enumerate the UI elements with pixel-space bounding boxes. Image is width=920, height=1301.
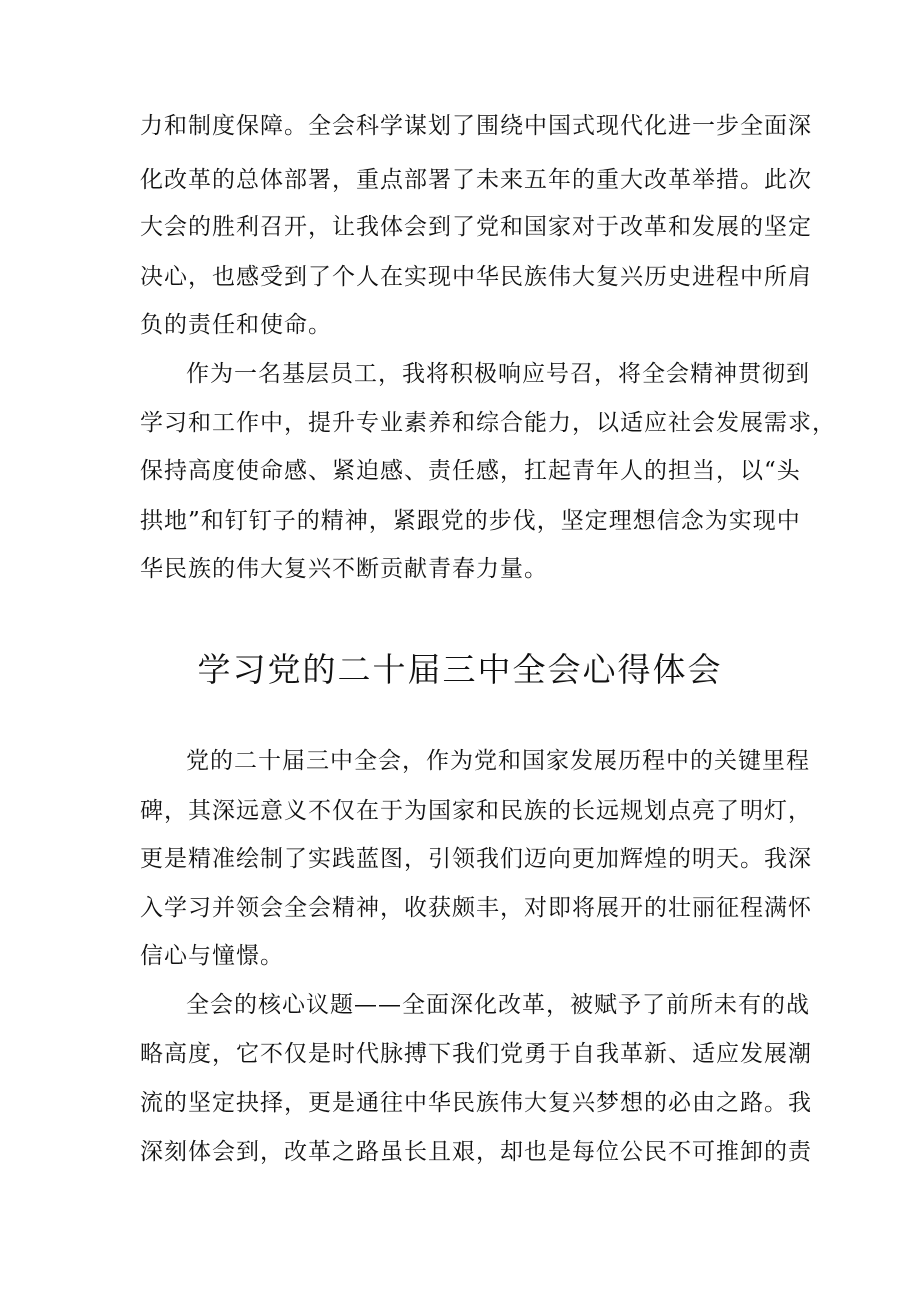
text-line: 深刻体会到，改革之路虽长且艰，却也是每位公民不可推卸的责: [140, 1139, 812, 1165]
text-line: 流的坚定抉择，更是通往中华民族伟大复兴梦想的必由之路。我: [140, 1090, 812, 1116]
text-line: 略高度，它不仅是时代脉搏下我们党勇于自我革新、适应发展潮: [140, 1041, 812, 1067]
page-title: 学习党的二十届三中全会心得体会: [197, 650, 723, 689]
text-line: 更是精准绘制了实践蓝图，引领我们迈向更加辉煌的明天。我深: [140, 846, 812, 872]
text-line: 决心，也感受到了个人在实现中华民族伟大复兴历史进程中所肩: [140, 264, 812, 290]
text-line: 全会的核心议题——全面深化改革，被赋予了前所未有的战: [186, 992, 810, 1018]
text-line: 信心与憧憬。: [140, 943, 284, 969]
text-line: 保持高度使命感、紧迫感、责任感，扛起青年人的担当，以“头: [140, 458, 801, 484]
text-line: 力和制度保障。全会科学谋划了围绕中国式现代化进一步全面深: [140, 113, 812, 139]
text-line: 化改革的总体部署，重点部署了未来五年的重大改革举措。此次: [140, 167, 812, 193]
text-line: 学习和工作中，提升专业素养和综合能力，以适应社会发展需求，: [140, 410, 836, 436]
text-line: 作为一名基层员工，我将积极响应号召，将全会精神贯彻到: [186, 361, 810, 387]
text-line: 拱地”和钉钉子的精神，紧跟党的步伐，坚定理想信念为实现中: [140, 508, 801, 534]
text-line: 党的二十届三中全会，作为党和国家发展历程中的关键里程: [186, 748, 810, 774]
text-line: 入学习并领会全会精神，收获颇丰，对即将展开的壮丽征程满怀: [140, 895, 812, 921]
text-line: 负的责任和使命。: [140, 312, 332, 338]
text-line: 华民族的伟大复兴不断贡献青春力量。: [140, 556, 548, 582]
text-line: 大会的胜利召开，让我体会到了党和国家对于改革和发展的坚定: [140, 214, 812, 240]
text-line: 碑，其深远意义不仅在于为国家和民族的长远规划点亮了明灯，: [140, 798, 812, 824]
